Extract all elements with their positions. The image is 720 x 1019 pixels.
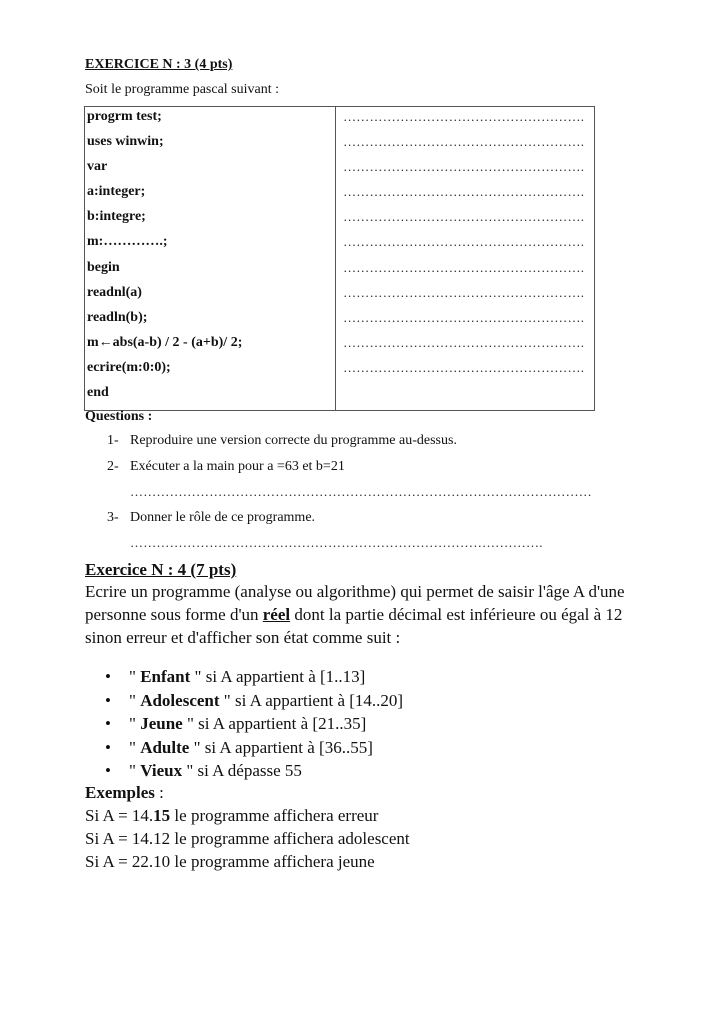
question-2	[107, 459, 345, 475]
question-3	[107, 510, 315, 526]
question-number: 1-	[107, 433, 119, 448]
exercise-4-statement	[85, 580, 645, 649]
question-text: Reproduire une version correcte du programme au-dessus.	[130, 433, 457, 448]
bullet-icon: •	[105, 737, 111, 757]
list-item: • " Enfant " si A appartient à [1..13]	[105, 667, 366, 686]
bullet-icon: •	[105, 761, 111, 780]
code-column	[85, 107, 336, 411]
example-line: Si A = 22.10 le programme affichera jeune	[85, 852, 375, 871]
code-line: readnl(a)	[87, 284, 142, 300]
bullet-icon: •	[105, 714, 111, 733]
answer-dotted-line: ……………………………………………….	[343, 309, 585, 325]
statement-keyword: réel	[262, 605, 291, 624]
age-category-list	[100, 665, 403, 783]
list-item: • " Adolescent " si A appartient à [14..20]	[105, 690, 404, 710]
example-line: Si A = 14.15 le programme affichera erreur	[85, 806, 379, 825]
answer-dotted-line: ……………………………………………….	[343, 159, 585, 175]
statement-text: dont la partie décimal est inférieure ou égal à 12 sinon erreur et d'afficher son état comme suit :	[85, 605, 623, 647]
answer-dotted-line: ……………………………………………….	[343, 134, 585, 150]
questions-title: Questions :	[85, 409, 153, 424]
list-item: • " Vieux " si A dépasse 55	[105, 761, 302, 780]
answer-column	[336, 107, 595, 411]
answer-dotted-line: ……………………………………………….	[343, 234, 585, 250]
bullet-icon: •	[105, 667, 111, 686]
exercise-4-title: Exercice N : 4 (7 pts)	[85, 560, 237, 579]
code-line: a:integer;	[87, 184, 146, 200]
bullet-icon: •	[105, 690, 111, 710]
answer-dotted-line	[336, 385, 594, 410]
exercise-3-intro: Soit le programme pascal suivant :	[85, 82, 280, 97]
question-text: Donner le rôle de ce programme.	[130, 510, 316, 525]
answer-dotted-line: ……………………………………………….	[343, 184, 585, 200]
code-line: readln(b);	[87, 309, 148, 325]
code-line: m←abs(a-b) / 2 - (a+b)/ 2;	[87, 334, 243, 350]
answer-dotted-line: ……………………………………………….	[343, 359, 585, 375]
list-item: • " Adulte " si A appartient à [36..55]	[105, 737, 373, 757]
category-label: Adolescent	[140, 690, 220, 710]
answer-dotted-line: ……………………………………………….	[343, 109, 585, 124]
code-line: end	[87, 385, 109, 401]
list-item: • " Jeune " si A appartient à [21..35]	[105, 714, 367, 733]
code-line: progrm test;	[87, 109, 162, 124]
code-line: begin	[87, 259, 120, 275]
code-line: b:integre;	[87, 209, 146, 225]
answer-dotted-line: ……………………………………………….	[343, 334, 585, 350]
code-line: var	[87, 159, 108, 175]
answer-dotted-line: ……………………………………………….	[343, 259, 585, 275]
examples-title: Exemples :	[85, 783, 164, 802]
question-number: 3-	[107, 510, 119, 525]
category-label: Vieux	[140, 761, 183, 780]
question-text: Exécuter a la main pour a =63 et b=21	[130, 459, 345, 474]
category-label: Jeune	[140, 714, 183, 733]
program-table	[84, 106, 595, 411]
category-label: Adulte	[140, 737, 190, 757]
exercise-3-title: EXERCICE N : 3 (4 pts)	[85, 57, 233, 72]
question-number: 2-	[107, 459, 119, 474]
code-line: m:………….;	[87, 234, 168, 250]
code-line: ecrire(m:0:0);	[87, 359, 171, 375]
answer-dotted-line: ……………………………………………….	[343, 284, 585, 300]
question-2-answer-line: ……………………………………………………………………………………………	[130, 484, 592, 499]
statement-text: Ecrire un programme (analyse ou algorithme) qui permet de saisir l'âge A d'une personne sous forme d'un	[85, 582, 625, 624]
question-3-answer-line: ………………………………………………………………………………….	[130, 535, 543, 550]
question-1	[107, 433, 457, 449]
code-line: uses winwin;	[87, 134, 164, 150]
answer-dotted-line: ……………………………………………….	[343, 209, 585, 225]
example-line: Si A = 14.12 le programme affichera adolescent	[85, 829, 410, 848]
category-label: Enfant	[140, 667, 191, 686]
